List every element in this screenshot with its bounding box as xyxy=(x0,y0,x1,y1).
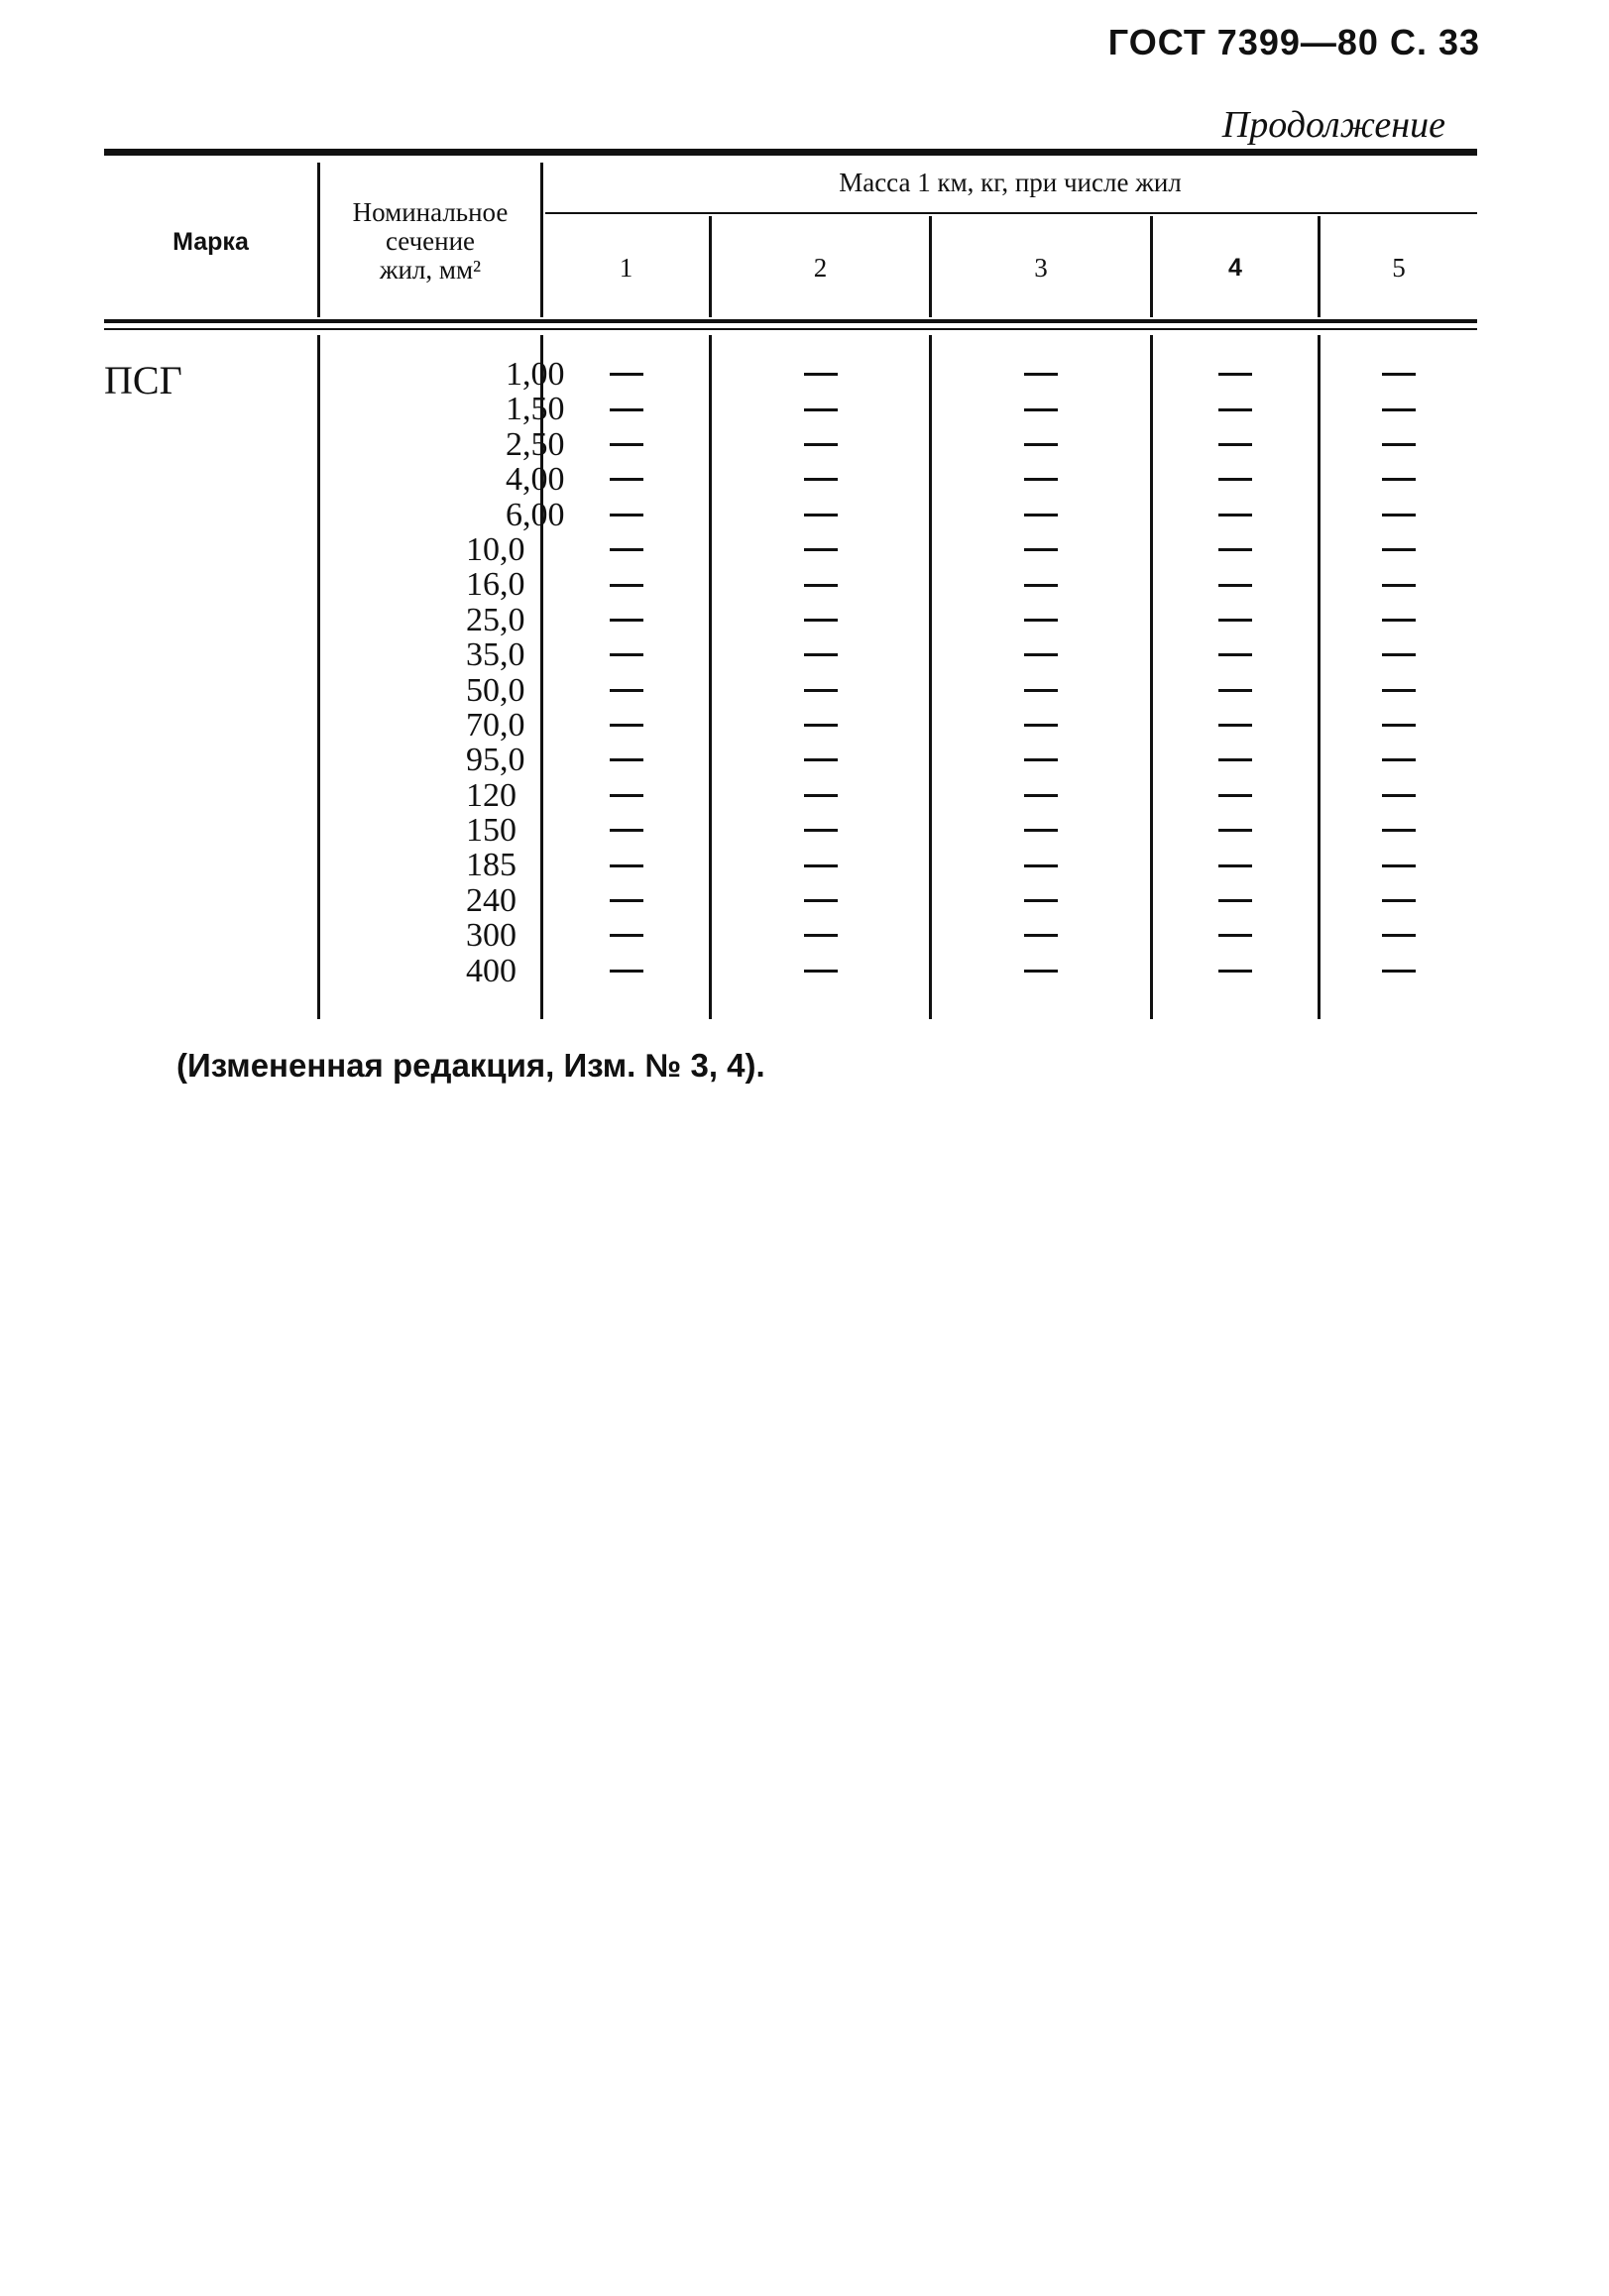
empty-value-dash xyxy=(1218,584,1252,587)
empty-value-dash xyxy=(1024,584,1058,587)
empty-value-dash xyxy=(610,478,643,481)
empty-value-dash xyxy=(1382,794,1416,797)
empty-value-dash xyxy=(1218,373,1252,376)
empty-value-dash xyxy=(1024,970,1058,973)
header-section-line: жил, мм² xyxy=(379,255,482,285)
header-core-count: 5 xyxy=(1392,253,1406,283)
section-value: 16,0 xyxy=(466,566,525,604)
section-value: 240 xyxy=(466,881,517,919)
section-value: 185 xyxy=(466,847,517,884)
mass-cell xyxy=(712,708,929,743)
mass-cell xyxy=(712,357,929,392)
mass-cell xyxy=(932,883,1150,918)
empty-value-dash xyxy=(1218,899,1252,902)
empty-value-dash xyxy=(804,443,838,446)
mass-cell xyxy=(1321,743,1477,777)
mass-cell xyxy=(712,498,929,532)
mass-cell xyxy=(932,848,1150,882)
empty-value-dash xyxy=(610,899,643,902)
mass-cell xyxy=(932,357,1150,392)
footnote: (Измененная редакция, Изм. № 3, 4). xyxy=(176,1047,765,1084)
mass-cell xyxy=(712,778,929,813)
header-section-line: сечение xyxy=(385,226,476,256)
mass-cell xyxy=(712,532,929,567)
empty-value-dash xyxy=(804,478,838,481)
empty-value-dash xyxy=(610,829,643,832)
empty-value-dash xyxy=(1218,689,1252,692)
mass-cell xyxy=(1321,392,1477,426)
mass-cell xyxy=(1153,743,1318,777)
mass-cell xyxy=(932,637,1150,672)
mass-cell xyxy=(1321,673,1477,708)
empty-value-dash xyxy=(1382,373,1416,376)
mass-cell xyxy=(932,532,1150,567)
empty-value-dash xyxy=(1024,689,1058,692)
empty-value-dash xyxy=(1024,514,1058,517)
mass-cell xyxy=(1321,708,1477,743)
empty-value-dash xyxy=(1024,864,1058,867)
section-value: 6,00 xyxy=(506,496,565,533)
empty-value-dash xyxy=(1024,653,1058,656)
mass-column-2 xyxy=(712,357,929,988)
section-value: 35,0 xyxy=(466,636,525,674)
mass-cell xyxy=(1153,567,1318,602)
empty-value-dash xyxy=(804,408,838,411)
mass-cell xyxy=(932,813,1150,848)
header-core-count: 4 xyxy=(1228,254,1242,282)
mass-cell xyxy=(712,392,929,426)
empty-value-dash xyxy=(1024,899,1058,902)
section-value: 4,00 xyxy=(506,461,565,499)
mass-cell xyxy=(932,392,1150,426)
empty-value-dash xyxy=(804,794,838,797)
empty-value-dash xyxy=(804,689,838,692)
mass-cell xyxy=(1321,918,1477,953)
mass-cell xyxy=(712,603,929,637)
empty-value-dash xyxy=(1382,478,1416,481)
mass-cell xyxy=(712,813,929,848)
empty-value-dash xyxy=(1024,408,1058,411)
empty-value-dash xyxy=(610,443,643,446)
mass-cell xyxy=(1153,357,1318,392)
mass-cell xyxy=(1321,813,1477,848)
mass-cell xyxy=(712,954,929,988)
header-core-count: 1 xyxy=(619,253,633,283)
empty-value-dash xyxy=(1382,584,1416,587)
empty-value-dash xyxy=(1218,478,1252,481)
empty-value-dash xyxy=(1382,619,1416,622)
empty-value-dash xyxy=(1382,689,1416,692)
section-value: 1,50 xyxy=(506,391,565,428)
mass-cell xyxy=(1153,708,1318,743)
empty-value-dash xyxy=(1024,478,1058,481)
mass-column-4 xyxy=(1153,357,1318,988)
mass-cell xyxy=(543,883,709,918)
header-mass: Масса 1 км, кг, при числе жил xyxy=(839,168,1182,197)
mass-cell xyxy=(1153,883,1318,918)
header-core-count: 2 xyxy=(813,253,828,283)
mass-cell xyxy=(1321,883,1477,918)
mass-cell xyxy=(1153,603,1318,637)
empty-value-dash xyxy=(1024,724,1058,727)
mass-cell xyxy=(712,637,929,672)
mass-cell xyxy=(543,532,709,567)
empty-value-dash xyxy=(804,758,838,761)
mass-cell xyxy=(1321,532,1477,567)
mass-cell xyxy=(932,567,1150,602)
empty-value-dash xyxy=(804,934,838,937)
section-value: 2,50 xyxy=(506,425,565,463)
mass-cell xyxy=(932,708,1150,743)
mass-cell xyxy=(712,462,929,497)
mass-cell xyxy=(543,567,709,602)
empty-value-dash xyxy=(1382,548,1416,551)
empty-value-dash xyxy=(1218,829,1252,832)
header-bottom-rule xyxy=(104,319,1477,323)
empty-value-dash xyxy=(610,934,643,937)
mass-cell xyxy=(1153,637,1318,672)
empty-value-dash xyxy=(610,408,643,411)
mass-cell xyxy=(712,883,929,918)
header-core-count: 3 xyxy=(1034,253,1048,283)
table-top-rule xyxy=(104,149,1477,156)
empty-value-dash xyxy=(610,373,643,376)
section-value: 1,00 xyxy=(506,356,565,393)
empty-value-dash xyxy=(610,548,643,551)
section-value: 120 xyxy=(466,776,517,814)
empty-value-dash xyxy=(1382,514,1416,517)
section-value: 50,0 xyxy=(466,671,525,709)
empty-value-dash xyxy=(1382,653,1416,656)
empty-value-dash xyxy=(804,514,838,517)
mass-cell xyxy=(1153,918,1318,953)
mass-cell xyxy=(543,848,709,882)
section-value: 70,0 xyxy=(466,706,525,744)
mass-cell xyxy=(932,778,1150,813)
empty-value-dash xyxy=(1382,829,1416,832)
empty-value-dash xyxy=(804,584,838,587)
mass-cell xyxy=(543,954,709,988)
empty-value-dash xyxy=(1382,899,1416,902)
empty-value-dash xyxy=(1382,408,1416,411)
mass-column-5 xyxy=(1321,357,1477,988)
mass-cell xyxy=(1321,567,1477,602)
section-value: 400 xyxy=(466,952,517,989)
empty-value-dash xyxy=(1024,934,1058,937)
empty-value-dash xyxy=(804,619,838,622)
mass-column-3 xyxy=(932,357,1150,988)
empty-value-dash xyxy=(1024,829,1058,832)
section-column xyxy=(352,357,570,988)
empty-value-dash xyxy=(1024,758,1058,761)
empty-value-dash xyxy=(1024,548,1058,551)
empty-value-dash xyxy=(610,584,643,587)
section-value: 95,0 xyxy=(466,742,525,779)
mass-column-1 xyxy=(543,357,709,988)
empty-value-dash xyxy=(1382,443,1416,446)
empty-value-dash xyxy=(1024,619,1058,622)
empty-value-dash xyxy=(610,689,643,692)
mass-cell xyxy=(932,954,1150,988)
empty-value-dash xyxy=(1218,934,1252,937)
empty-value-dash xyxy=(610,970,643,973)
empty-value-dash xyxy=(1218,619,1252,622)
mass-cell xyxy=(1153,954,1318,988)
mass-cell xyxy=(543,813,709,848)
mass-cell xyxy=(1321,603,1477,637)
empty-value-dash xyxy=(610,619,643,622)
empty-value-dash xyxy=(804,548,838,551)
mass-cell xyxy=(1153,532,1318,567)
mass-cell xyxy=(1321,427,1477,462)
mass-cell xyxy=(932,918,1150,953)
mass-cell xyxy=(1321,462,1477,497)
mass-cell xyxy=(712,743,929,777)
empty-value-dash xyxy=(1218,408,1252,411)
mass-cell xyxy=(1153,392,1318,426)
empty-value-dash xyxy=(804,970,838,973)
mass-cell xyxy=(1153,848,1318,882)
empty-value-dash xyxy=(804,373,838,376)
mass-cell xyxy=(932,462,1150,497)
mass-cell xyxy=(543,743,709,777)
empty-value-dash xyxy=(610,794,643,797)
mass-table xyxy=(104,149,1477,1021)
section-value: 25,0 xyxy=(466,601,525,638)
empty-value-dash xyxy=(1382,864,1416,867)
mass-cell xyxy=(543,708,709,743)
mass-cell xyxy=(1321,498,1477,532)
mass-cell xyxy=(1153,462,1318,497)
mass-cell xyxy=(543,637,709,672)
empty-value-dash xyxy=(1218,514,1252,517)
mass-cell xyxy=(1153,813,1318,848)
empty-value-dash xyxy=(1218,970,1252,973)
empty-value-dash xyxy=(610,758,643,761)
empty-value-dash xyxy=(1218,724,1252,727)
section-value: 300 xyxy=(466,917,517,955)
mass-cell xyxy=(1153,778,1318,813)
empty-value-dash xyxy=(1382,758,1416,761)
mass-cell xyxy=(712,848,929,882)
empty-value-dash xyxy=(804,829,838,832)
mass-cell xyxy=(932,603,1150,637)
page-header: ГОСТ 7399—80 С. 33 xyxy=(1107,22,1480,62)
col-divider xyxy=(317,335,320,1019)
mass-cell xyxy=(1321,778,1477,813)
empty-value-dash xyxy=(1382,970,1416,973)
continuation-label: Продолжение xyxy=(1221,104,1445,146)
empty-value-dash xyxy=(804,899,838,902)
header-bottom-rule-2 xyxy=(104,328,1477,330)
mass-cell xyxy=(543,498,709,532)
empty-value-dash xyxy=(1024,373,1058,376)
empty-value-dash xyxy=(1218,653,1252,656)
mass-cell xyxy=(543,392,709,426)
mass-cell xyxy=(1153,673,1318,708)
empty-value-dash xyxy=(1024,443,1058,446)
empty-value-dash xyxy=(610,514,643,517)
mass-cell xyxy=(543,357,709,392)
mass-cell xyxy=(1321,954,1477,988)
mass-cell xyxy=(932,743,1150,777)
empty-value-dash xyxy=(804,724,838,727)
empty-value-dash xyxy=(804,653,838,656)
empty-value-dash xyxy=(610,864,643,867)
mass-cell xyxy=(543,462,709,497)
mass-cell xyxy=(932,427,1150,462)
empty-value-dash xyxy=(1218,864,1252,867)
cable-mark: ПСГ xyxy=(104,358,182,402)
empty-value-dash xyxy=(610,653,643,656)
mass-cell xyxy=(543,918,709,953)
mass-cell xyxy=(1321,848,1477,882)
mass-cell xyxy=(543,603,709,637)
section-value: 10,0 xyxy=(466,530,525,568)
mass-cell xyxy=(712,567,929,602)
mass-cell xyxy=(543,778,709,813)
mass-cell xyxy=(543,673,709,708)
header-mark: Марка xyxy=(172,228,249,256)
mass-cell xyxy=(932,673,1150,708)
header-section xyxy=(320,198,540,285)
mass-cell xyxy=(1153,498,1318,532)
empty-value-dash xyxy=(1382,934,1416,937)
empty-value-dash xyxy=(1218,794,1252,797)
empty-value-dash xyxy=(1218,548,1252,551)
mass-cell xyxy=(1321,637,1477,672)
mass-cell xyxy=(1321,357,1477,392)
empty-value-dash xyxy=(1024,794,1058,797)
mass-cell xyxy=(712,427,929,462)
mass-header-rule xyxy=(545,212,1477,214)
empty-value-dash xyxy=(1218,443,1252,446)
empty-value-dash xyxy=(1218,758,1252,761)
mass-cell xyxy=(712,918,929,953)
section-value: 150 xyxy=(466,812,517,850)
mass-cell xyxy=(932,498,1150,532)
mass-cell xyxy=(1153,427,1318,462)
mass-cell xyxy=(712,673,929,708)
empty-value-dash xyxy=(804,864,838,867)
empty-value-dash xyxy=(1382,724,1416,727)
mass-cell xyxy=(543,427,709,462)
empty-value-dash xyxy=(610,724,643,727)
header-section-line: Номинальное xyxy=(352,197,509,227)
